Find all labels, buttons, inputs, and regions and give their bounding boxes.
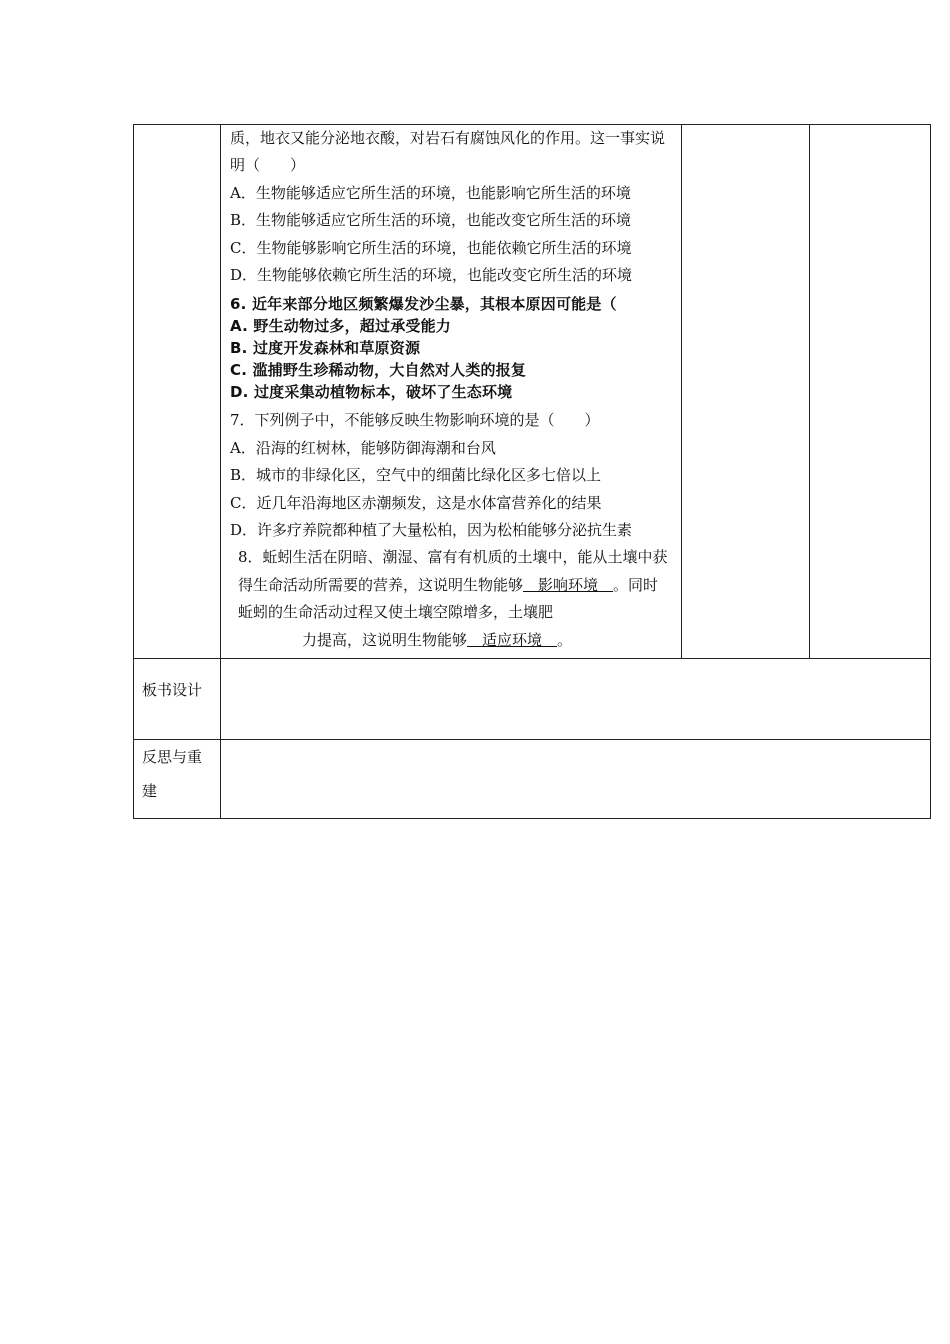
q8-text-1: 8．蚯蚓生活在阴暗、潮湿、富有有机质的土壤中，能从土壤中获得生命活动所需要的营养，这说明生物能够 xyxy=(238,548,668,594)
q7-option-d: D．许多疗养院都种植了大量松柏，因为松柏能够分泌抗生素 xyxy=(230,521,633,540)
exercise-row xyxy=(134,125,931,659)
q7-option-a: A．沿海的红树林，能够防御海潮和台风 xyxy=(230,438,496,457)
q5-stem-tail: 质，地衣又能分泌地衣酸，对岩石有腐蚀风化的作用。这一事实说明（ ） xyxy=(230,129,666,175)
reflection-row xyxy=(134,740,931,819)
q5-option-a: A．生物能够适应它所生活的环境，也能影响它所生活的环境 xyxy=(230,183,631,202)
board-design-label-cell xyxy=(134,659,221,740)
q6-block xyxy=(230,293,673,403)
q5-option-c: C．生物能够影响它所生活的环境，也能依赖它所生活的环境 xyxy=(230,238,632,257)
remarks-cell xyxy=(810,125,931,659)
q8-text-3: 力提高，这说明生物能够 xyxy=(302,630,468,649)
reflection-label: 反思与重建 xyxy=(142,748,203,801)
q8-answer-2: 适应环境 xyxy=(467,630,558,649)
q8-text-2: 。同时蚯蚓的生命活动过程又使土壤空隙增多，土壤肥 xyxy=(238,575,659,622)
board-design-row xyxy=(134,659,931,740)
label-cell-empty xyxy=(134,125,221,659)
q5-option-b: B．生物能够适应它所生活的环境，也能改变它所生活的环境 xyxy=(230,211,632,230)
q7-option-c: C．近几年沿海地区赤潮频发，这是水体富营养化的结果 xyxy=(230,493,602,512)
reflection-content xyxy=(221,740,931,819)
q6-option-a: A. 野生动物过多，超过承受能力 xyxy=(230,317,452,336)
q6-option-c: C. 滥捕野生珍稀动物，大自然对人类的报复 xyxy=(230,361,527,380)
exercise-content-cell xyxy=(221,125,682,659)
lesson-plan-table xyxy=(133,124,931,819)
q7-option-b: B．城市的非绿化区，空气中的细菌比绿化区多七倍以上 xyxy=(230,466,602,485)
reflection-label-cell xyxy=(134,740,221,819)
q6-option-d: D. 过度采集动植物标本，破坏了生态环境 xyxy=(230,383,513,402)
board-design-content xyxy=(221,659,931,740)
q8-last-line xyxy=(230,627,673,654)
q7-stem: 7．下列例子中，不能够反映生物影响环境的是（ ） xyxy=(230,411,600,430)
q8-paragraph xyxy=(230,544,673,626)
board-design-label: 板书设计 xyxy=(142,681,203,700)
q8-answer-1: 影响环境 xyxy=(523,575,614,594)
q5-option-d: D．生物能够依赖它所生活的环境，也能改变它所生活的环境 xyxy=(230,266,633,285)
notes-cell xyxy=(682,125,810,659)
q8-text-4: 。 xyxy=(557,630,573,649)
q6-stem: 6. 近年来部分地区频繁爆发沙尘暴，其根本原因可能是（ xyxy=(230,295,617,314)
q6-option-b: B. 过度开发森林和草原资源 xyxy=(230,339,421,358)
